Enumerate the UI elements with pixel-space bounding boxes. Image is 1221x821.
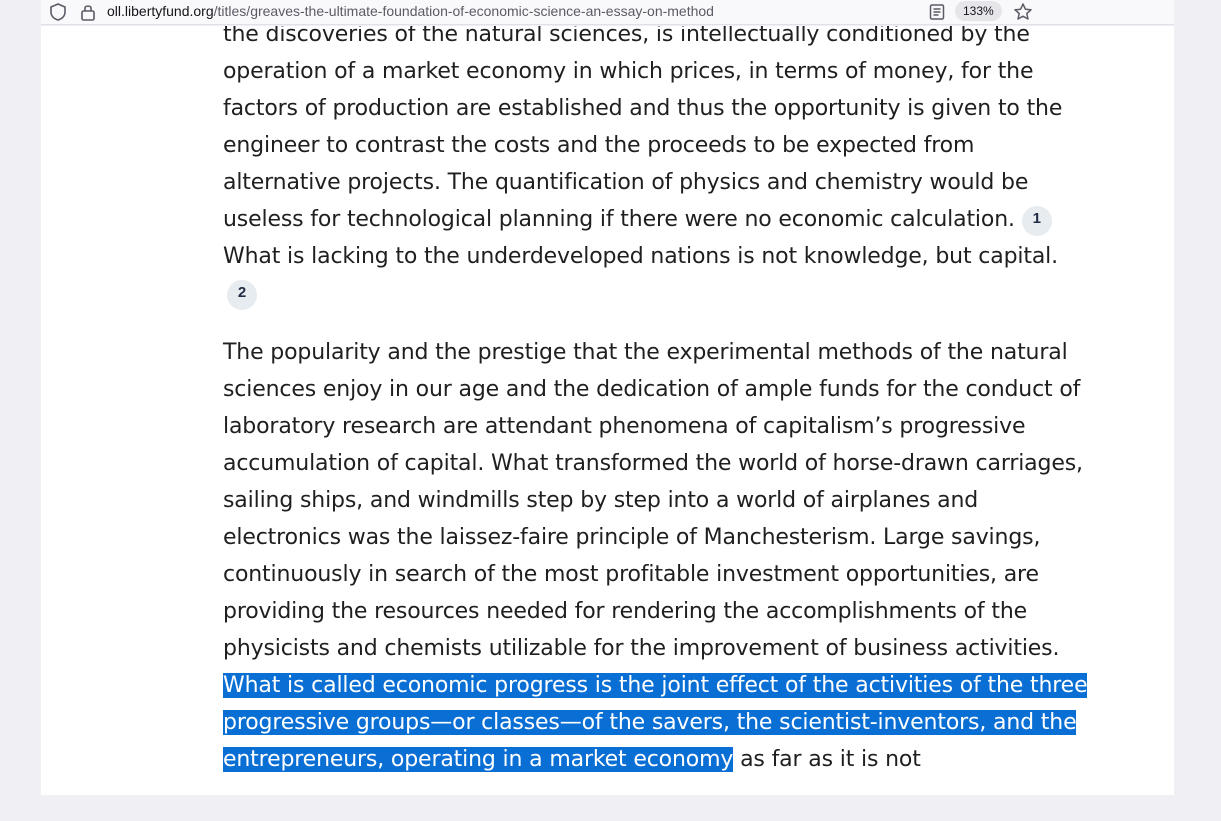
page-viewport[interactable] bbox=[41, 26, 1174, 795]
footnote-ref-1[interactable]: 1 bbox=[1022, 206, 1052, 236]
zoom-level-badge[interactable]: 133% bbox=[955, 1, 1002, 21]
url-path: /titles/greaves-the-ultimate-foundation-of-economic-science-an-essay-on-method bbox=[213, 3, 714, 19]
star-icon[interactable] bbox=[1013, 2, 1033, 26]
footnote-ref-2[interactable]: 2 bbox=[227, 280, 257, 310]
selected-text[interactable]: What is called economic progress is the joint effect of the activities of the three progressive groups—or classes—of the savers, the scientist-inventors, and the entrepreneurs, operating in a market economy bbox=[223, 673, 1088, 772]
lock-icon[interactable] bbox=[79, 2, 97, 26]
paragraph bbox=[223, 26, 1088, 312]
shield-icon[interactable] bbox=[49, 2, 67, 26]
article-body bbox=[223, 26, 1088, 778]
paragraph-text: the discoveries of the natural sciences, is intellectually conditioned by the operation of a market economy in which prices, in terms of money, for the factors of production are established and thus the opportunity is given to the engineer to contrast the costs and the proceeds to be expected from alternative projects. The quantification of physics and chemistry would be useless for technological planning if there were no economic calculation. bbox=[223, 26, 1063, 232]
url-host: oll.libertyfund.org bbox=[107, 3, 214, 19]
url-text[interactable] bbox=[107, 3, 714, 19]
paragraph-text: What is lacking to the underdeveloped nations is not knowledge, but capital. bbox=[223, 244, 1058, 269]
paragraph bbox=[223, 334, 1088, 778]
url-bar[interactable] bbox=[41, 0, 1174, 25]
paragraph-text: The popularity and the prestige that the experimental methods of the natural sciences enjoy in our age and the dedication of ample funds for the conduct of laboratory research are attendant phenomena of capitalism’s progressive accumulation of capital. What transformed the world of horse-drawn carriages, sailing ships, and windmills step by step into a world of airplanes and electronics was the laissez-faire principle of Manchesterism. Large savings, continuously in search of the most profitable investment opportunities, are providing the resources needed for rendering the accomplishments of the physicists and chemists utilizable for the improvement of business activities. bbox=[223, 340, 1083, 661]
paragraph-text: as far as it is not bbox=[740, 747, 921, 772]
browser-toolbar bbox=[0, 0, 1221, 26]
reader-view-icon[interactable] bbox=[928, 2, 946, 26]
